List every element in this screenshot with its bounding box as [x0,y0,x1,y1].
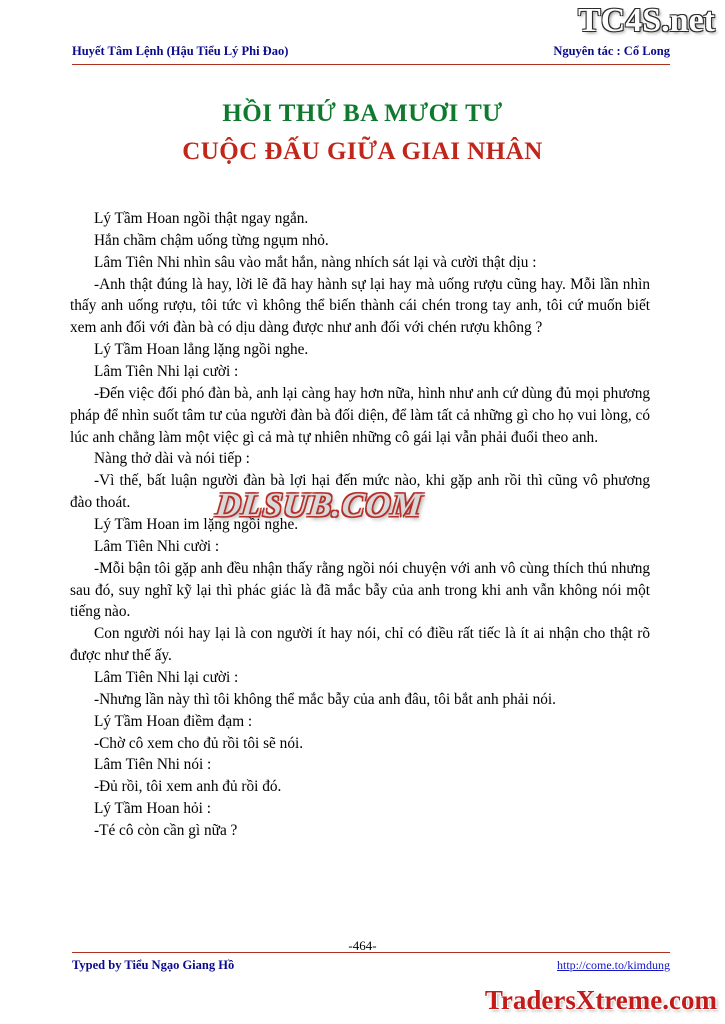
body-paragraph: -Đến việc đối phó đàn bà, anh lại càng hay hơn nữa, hình như anh cứ dùng đủ mọi phương pháp để nhìn suốt tâm tư của người đàn bà đối diện, để làm tất cả những gì cho họ vui lòng, có lúc anh chẳng làm một việc gì cả mà tự nhiên những cô gái lại vẫn phải đuổi theo anh. [70,384,650,446]
page-footer [72,958,670,973]
watermark-bottom-right: TradersXtreme.com [484,985,717,1015]
chapter-title-block [0,100,725,166]
footer-link[interactable]: http://come.to/kimdung [557,958,670,972]
body-paragraph: Lý Tầm Hoan lẳng lặng ngồi nghe. [94,341,309,359]
body-paragraph: -Anh thật đúng là hay, lời lẽ đã hay hành sự lại hay mà uống rượu cũng hay. Mỗi lần nhìn thấy anh uống rượu, tôi tức vì không thể biến thành cái chén trong tay anh, tôi cứ muốn biết xem anh đối với đàn bà có dịu dàng được như anh đối với chén rượu không ? [70,275,650,337]
footer-typed-by: Typed by Tiểu Ngạo Giang Hồ [72,958,235,972]
watermark-top-right: TC4S.net [578,2,715,39]
body-paragraph: -Vì thế, bất luận người đàn bà lợi hại đến mức nào, khi gặp anh rồi thì cũng vô phương đào thoát. [70,472,650,512]
chapter-number-title: HỒI THỨ BA MƯƠI TƯ [222,100,503,127]
body-paragraph: Lâm Tiên Nhi nói : [94,756,212,774]
body-paragraph: Lâm Tiên Nhi lại cười : [94,669,239,687]
body-paragraph: -Chờ cô xem cho đủ rồi tôi sẽ nói. [94,734,304,752]
body-paragraph: -Mỗi bận tôi gặp anh đều nhận thấy rằng ngồi nói chuyện với anh vô cùng thích thú nhưng sau đó, suy nghĩ kỹ lại thì phác giác là đã mắc bẫy của anh trong khi anh vẫn không nói một tiếng nào. [70,559,650,621]
body-paragraph: Nàng thở dài và nói tiếp : [94,450,250,468]
body-paragraph: Lâm Tiên Nhi nhìn sâu vào mắt hắn, nàng nhích sát lại và cười thật dịu : [94,253,537,271]
body-paragraph: -Nhưng lần này thì tôi không thể mắc bẫy của anh đâu, tôi bắt anh phải nói. [94,690,556,708]
body-paragraph: -Té cô còn cần gì nữa ? [94,822,238,840]
body-paragraph: Hắn chầm chậm uống từng ngụm nhỏ. [94,231,329,249]
body-paragraph: Lý Tầm Hoan hỏi : [94,800,211,818]
footer-divider [72,952,670,953]
page-number: -464- [348,938,377,953]
body-paragraph: Con người nói hay lại là con người ít hay nói, chỉ có điều rất tiếc là ít ai nhận cho thật rõ được như thế ấy. [70,625,650,665]
body-paragraph: Lý Tầm Hoan điềm đạm : [94,712,253,730]
chapter-name-title: CUỘC ĐẤU GIỮA GIAI NHÂN [182,138,543,165]
body-paragraph: Lý Tầm Hoan ngồi thật ngay ngắn. [94,210,309,227]
header-book-title: Huyết Tâm Lệnh (Hậu Tiểu Lý Phi Đao) [72,44,289,58]
body-paragraph: -Đủ rồi, tôi xem anh đủ rồi đó. [94,778,282,796]
body-paragraph: Lâm Tiên Nhi lại cười : [94,363,239,381]
header-divider [72,64,670,65]
header-author: Nguyên tác : Cổ Long [553,44,670,58]
watermark-center: DLSUB.COM [214,487,425,524]
body-paragraph: Lâm Tiên Nhi cười : [94,537,220,555]
body-paragraph: Lý Tầm Hoan im lặng ngồi nghe. [94,516,299,534]
page-header [72,44,670,59]
